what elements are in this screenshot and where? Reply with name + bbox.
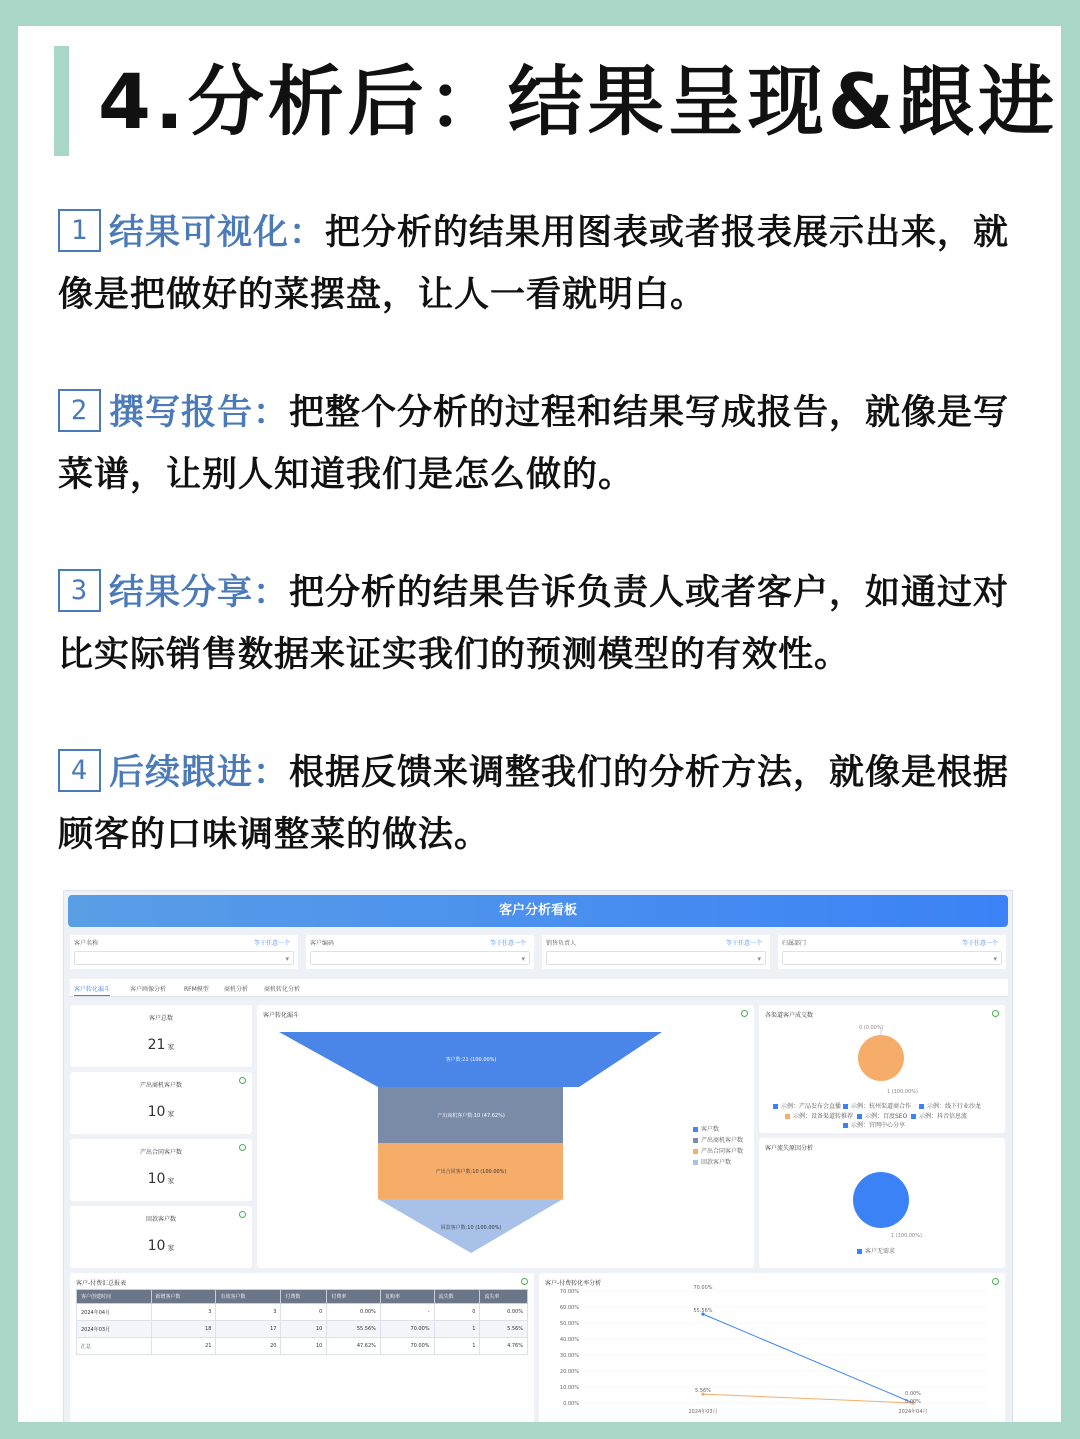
filter-operator[interactable]: 等于任意一个 <box>961 940 998 947</box>
data-label: 5.56% <box>695 1388 711 1395</box>
table-cell: 4.76% <box>480 1338 528 1355</box>
data-label: 0.00% <box>905 1391 921 1397</box>
filter-department[interactable] <box>778 935 1006 969</box>
filter-label: 销售负责人 <box>546 940 577 947</box>
table-cell: 2024年04月 <box>77 1304 152 1321</box>
table-row <box>77 1338 528 1355</box>
section-3 <box>58 562 1033 686</box>
conversion-line-panel <box>539 1273 1005 1422</box>
filter-operator[interactable]: 等于任意一个 <box>489 940 526 947</box>
legend-label: 示例：百度SEO <box>865 1113 908 1120</box>
info-icon[interactable] <box>521 1278 528 1285</box>
y-tick-label: 70.00% <box>559 1289 579 1295</box>
column-header[interactable]: 付费数 <box>281 1290 327 1304</box>
pie-label-bottom: 1 (100.00%) <box>887 1089 918 1095</box>
dashboard-title: 客户分析看板 <box>68 895 1008 927</box>
kpi-card <box>70 1005 252 1067</box>
section-body: 把分析的结果告诉负责人或者客户，如通过对比实际销售数据来证实我们的预测模型的有效性。 <box>58 573 1010 675</box>
data-label: 55.56% <box>693 1308 713 1315</box>
legend-item <box>857 1246 895 1255</box>
kpi-card <box>70 1139 252 1201</box>
filter-label: 归属部门 <box>782 940 807 947</box>
panel-title: 客户流失原因分析 <box>765 1145 814 1152</box>
section-4 <box>58 742 1033 866</box>
panel-title: 客户转化漏斗 <box>263 1012 300 1019</box>
legend-label: 产出商机客户数 <box>701 1137 744 1144</box>
kpi-card <box>70 1072 252 1134</box>
kpi-title: 产出商机客户数 <box>139 1082 182 1089</box>
legend-label: 产出合同客户数 <box>701 1148 744 1155</box>
table-cell: 10 <box>281 1321 327 1338</box>
number-badge: 3 <box>58 569 101 612</box>
section-1 <box>58 202 1033 326</box>
kpi-value <box>70 1037 252 1053</box>
table-row <box>77 1304 528 1321</box>
table-cell: 47.62% <box>327 1338 381 1355</box>
legend-item <box>911 1111 967 1120</box>
legend-label: 客户无需求 <box>865 1248 896 1255</box>
y-tick-label: 50.00% <box>559 1321 579 1327</box>
section-heading: 后续跟进： <box>109 753 290 793</box>
kpi-unit: 家 <box>167 1244 175 1252</box>
table-cell: 1 <box>434 1321 480 1338</box>
summary-table <box>76 1289 528 1355</box>
column-header[interactable]: 客户创建时间 <box>77 1290 152 1304</box>
table-cell: 3 <box>151 1304 216 1321</box>
filter-select[interactable] <box>74 951 294 965</box>
filter-select[interactable] <box>310 951 530 965</box>
section-body: 根据反馈来调整我们的分析方法，就像是根据顾客的口味调整菜的做法。 <box>58 753 1010 855</box>
table-cell: 21 <box>151 1338 216 1355</box>
loss-pie-panel <box>759 1138 1005 1268</box>
y-tick-label: 40.00% <box>559 1337 579 1343</box>
filter-operator[interactable]: 等于任意一个 <box>253 940 290 947</box>
legend-label: 示例：设备渠道转推荐 <box>793 1113 854 1120</box>
channel-pie-panel <box>759 1005 1005 1133</box>
panel-title: 各渠道客户成交数 <box>765 1012 814 1019</box>
filter-operator[interactable]: 等于任意一个 <box>725 940 762 947</box>
section-heading: 结果分享： <box>109 573 290 613</box>
chevron-down-icon: ▾ <box>993 955 997 963</box>
legend-label: 示例：线下行业沙龙 <box>927 1103 982 1110</box>
tab-rfm[interactable]: RFM模型 <box>184 986 209 993</box>
series-line <box>703 1394 913 1403</box>
section-heading: 撰写报告： <box>109 393 290 433</box>
panel-title: 客户-付费转化率分析 <box>545 1280 602 1287</box>
number-badge: 2 <box>58 389 101 432</box>
title-accent-bar <box>54 46 69 156</box>
chevron-down-icon: ▾ <box>521 955 525 963</box>
legend-label: 客户数 <box>701 1126 720 1133</box>
section-body: 把分析的结果用图表或者报表展示出来，就像是把做好的菜摆盘，让人一看就明白。 <box>58 213 1010 315</box>
table-cell: 0 <box>434 1304 480 1321</box>
filter-sales-owner[interactable] <box>542 935 770 969</box>
kpi-card <box>70 1206 252 1268</box>
kpi-unit: 家 <box>167 1177 175 1185</box>
summary-table-panel <box>70 1273 534 1422</box>
y-tick-label: 60.00% <box>559 1305 579 1311</box>
column-header[interactable]: 付费率 <box>327 1290 381 1304</box>
table-cell: 55.56% <box>327 1321 381 1338</box>
tab-funnel[interactable]: 客户转化漏斗 <box>74 984 110 996</box>
legend-item <box>693 1146 743 1155</box>
kpi-unit: 家 <box>167 1043 175 1051</box>
pie-label: 1 (100.00%) <box>891 1233 922 1239</box>
x-tick-label: 2024年04月 <box>898 1409 928 1415</box>
kpi-value <box>70 1171 252 1187</box>
panel-title: 客户-付费汇总报表 <box>76 1280 127 1287</box>
table-cell: 18 <box>151 1321 216 1338</box>
chevron-down-icon: ▾ <box>285 955 289 963</box>
data-label: 70.00% <box>693 1285 713 1291</box>
table-cell: 70.00% <box>380 1338 434 1355</box>
funnel-label-1: 客户数:21 (100.00%) <box>445 1057 497 1063</box>
section-heading: 结果可视化： <box>109 213 326 253</box>
kpi-title: 回款客户数 <box>145 1216 176 1223</box>
column-header[interactable]: 流失率 <box>480 1290 528 1304</box>
filter-label: 客户编码 <box>310 940 335 947</box>
y-tick-label: 30.00% <box>559 1353 579 1359</box>
kpi-title: 客户总数 <box>148 1015 173 1022</box>
filter-select[interactable] <box>546 951 766 965</box>
legend-label: 示例：杭州渠道商合作 <box>851 1103 912 1110</box>
legend-label: 回款客户数 <box>701 1159 732 1166</box>
data-label: 0.00% <box>905 1399 921 1405</box>
table-cell: 70.00% <box>380 1321 434 1338</box>
table-cell: 0.00% <box>327 1304 381 1321</box>
number-badge: 4 <box>58 749 101 792</box>
tab-portrait[interactable]: 客户画像分析 <box>130 986 167 993</box>
series-line <box>703 1314 913 1403</box>
legend-item <box>693 1124 719 1133</box>
legend-label: 示例：产品发布会直播 <box>781 1103 842 1110</box>
legend-item <box>843 1101 911 1110</box>
kpi-number: 21 <box>147 1037 166 1053</box>
table-cell: 5.56% <box>480 1321 528 1338</box>
filter-label: 客户名称 <box>74 940 99 947</box>
table-cell: 0.00% <box>480 1304 528 1321</box>
table-cell: 20 <box>216 1338 281 1355</box>
legend-item <box>773 1101 841 1110</box>
legend-item <box>857 1111 907 1120</box>
chevron-down-icon: ▾ <box>757 955 761 963</box>
section-2 <box>58 382 1033 506</box>
dashboard-tabs <box>70 979 1008 997</box>
column-header[interactable]: 新增客户数 <box>151 1290 216 1304</box>
pie-label-top: 0 (0.00%) <box>859 1025 884 1031</box>
table-cell: 10 <box>281 1338 327 1355</box>
y-tick-label: 10.00% <box>559 1385 579 1391</box>
legend-item <box>693 1157 731 1166</box>
filter-customer-name[interactable] <box>70 935 298 969</box>
y-tick-label: 20.00% <box>559 1369 579 1375</box>
column-header[interactable]: 有效客户数 <box>216 1290 281 1304</box>
funnel-label-2: 产出商机客户数:10 (47.62%) <box>437 1113 505 1119</box>
page-title: 4.分析后：结果呈现&跟进 <box>98 57 1059 146</box>
kpi-number: 10 <box>147 1238 166 1254</box>
funnel-chart <box>257 1005 754 1268</box>
funnel-label-3: 产出合同客户数:10 (100.00%) <box>435 1169 507 1175</box>
legend-item <box>785 1111 853 1120</box>
x-tick-label: 2024年03月 <box>688 1409 718 1415</box>
kpi-number: 10 <box>147 1104 166 1120</box>
number-badge: 1 <box>58 209 101 252</box>
column-header[interactable]: 复购率 <box>380 1290 434 1304</box>
table-cell: 1 <box>434 1338 480 1355</box>
pie-slice <box>853 1172 909 1228</box>
table-cell: 汇总 <box>77 1338 152 1355</box>
legend-item <box>919 1101 981 1110</box>
table-cell: 2024年03月 <box>77 1321 152 1338</box>
section-body: 把整个分析的过程和结果写成报告，就像是写菜谱，让别人知道我们是怎么做的。 <box>58 393 1010 495</box>
y-tick-label: 0.00% <box>563 1401 579 1407</box>
table-cell: - <box>380 1304 434 1321</box>
table-cell: 3 <box>216 1304 281 1321</box>
funnel-label-4: 回款客户数:10 (100.00%) <box>440 1225 502 1231</box>
funnel-panel <box>257 1005 754 1268</box>
legend-item <box>843 1120 905 1129</box>
kpi-unit: 家 <box>167 1110 175 1118</box>
legend-label: 示例：官网中心分享 <box>851 1122 906 1129</box>
table-cell: 17 <box>216 1321 281 1338</box>
table-cell: 0 <box>281 1304 327 1321</box>
table-header-row <box>77 1290 528 1304</box>
legend-item <box>693 1135 743 1144</box>
kpi-number: 10 <box>147 1171 166 1187</box>
filter-select[interactable] <box>782 951 1002 965</box>
tab-opportunity[interactable]: 商机分析 <box>224 986 249 993</box>
column-header[interactable]: 流失数 <box>434 1290 480 1304</box>
card <box>18 26 1061 1422</box>
table-row <box>77 1321 528 1338</box>
filter-customer-code[interactable] <box>306 935 534 969</box>
dashboard-screenshot <box>63 890 1013 1422</box>
kpi-value <box>70 1104 252 1120</box>
legend-label: 示例：抖音信息流 <box>919 1113 968 1120</box>
tab-opportunity-conversion[interactable]: 商机转化分析 <box>264 986 301 993</box>
pie-slice <box>858 1035 904 1081</box>
kpi-title: 产出合同客户数 <box>139 1149 182 1156</box>
kpi-value <box>70 1238 252 1254</box>
conversion-line-chart <box>539 1273 1005 1422</box>
